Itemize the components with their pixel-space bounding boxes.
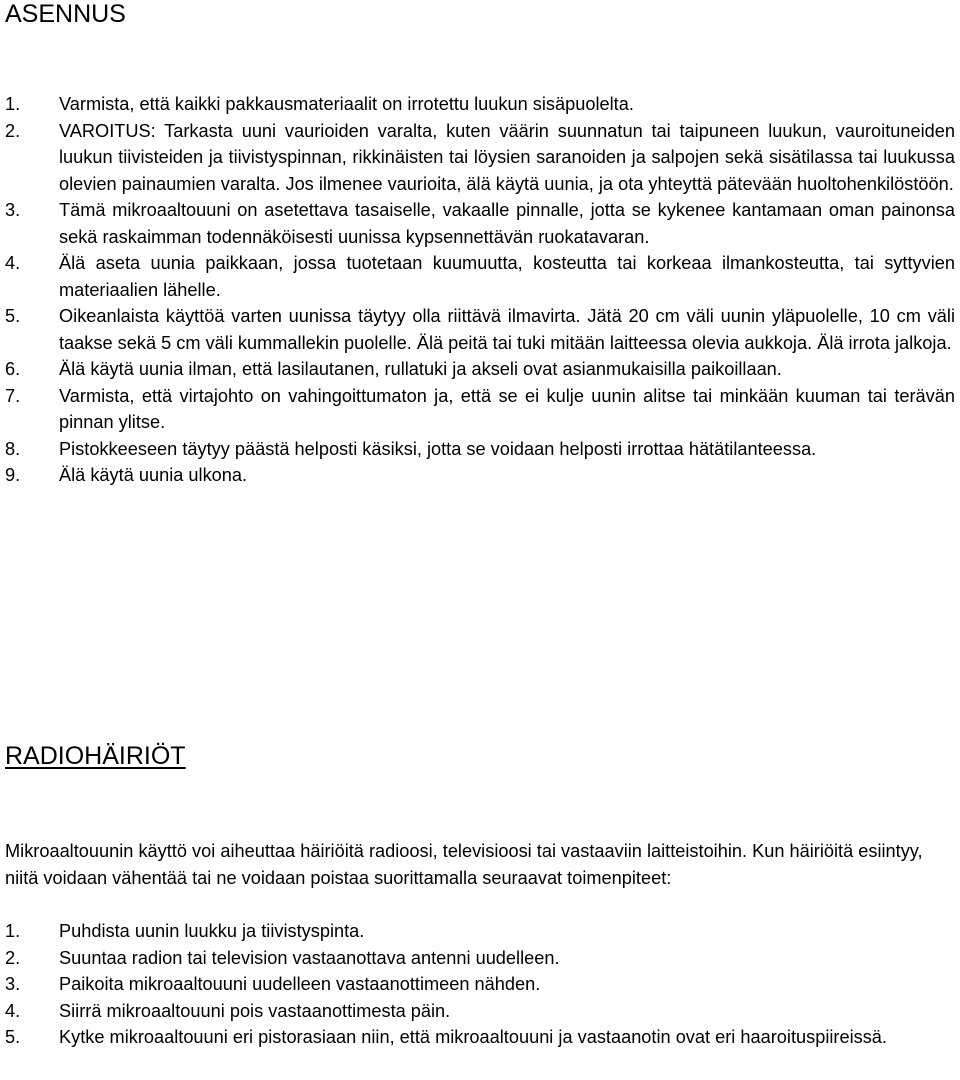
- list-item-number: 6.: [5, 359, 21, 379]
- list-item-text: Oikeanlaista käyttöä varten uunissa täytyy olla riittävä ilmavirta. Jätä 20 cm väli uunin yläpuolelle, 10 cm väli taakse sekä 5 cm väli kummallekin puolelle. Älä peitä tai tuki mitään laitteessa olevia aukkoja. Älä irrota jalkoja.: [59, 306, 955, 353]
- interference-steps-list: [5, 918, 955, 1051]
- list-item: [5, 945, 955, 972]
- list-item-number: 1.: [5, 94, 21, 114]
- list-item-text: Kytke mikroaaltouuni eri pistorasiaan niin, että mikroaaltouuni ja vastaanotin ovat eri haaroituspiireissä.: [59, 1027, 887, 1047]
- section-title-text: RADIOHÄIRIÖT: [5, 742, 186, 770]
- list-item: [5, 118, 955, 198]
- list-item-number: 7.: [5, 385, 21, 406]
- list-item-number: 2.: [5, 120, 21, 141]
- list-item: [5, 436, 955, 463]
- list-item-text: Tämä mikroaaltouuni on asetettava tasaiselle, vakaalle pinnalle, jotta se kykenee kantamaan oman painonsa sekä raskaimman todennäköisesti uunissa kypsennettävän ruokatavaran.: [59, 200, 955, 247]
- list-item-text: Puhdista uunin luukku ja tiivistyspinta.: [59, 921, 365, 941]
- list-item: [5, 462, 955, 489]
- list-item-text: Varmista, että kaikki pakkausmateriaalit on irrotettu luukun sisäpuolelta.: [59, 94, 634, 114]
- list-item: [5, 998, 955, 1025]
- list-item-number: 8.: [5, 438, 21, 459]
- list-item-text: Pistokkeeseen täytyy päästä helposti käsiksi, jotta se voidaan helposti irrottaa hätätilanteessa.: [59, 438, 817, 459]
- list-item: [5, 197, 955, 250]
- installation-list: [5, 91, 955, 489]
- list-item: [5, 91, 955, 118]
- list-item: [5, 356, 955, 383]
- list-item-text: Älä käytä uunia ilman, että lasilautanen, rullatuki ja akseli ovat asianmukaisilla paikoillaan.: [59, 359, 782, 379]
- list-item-text: Paikoita mikroaaltouuni uudelleen vastaanottimeen nähden.: [59, 974, 541, 994]
- list-item: [5, 250, 955, 303]
- list-item: [5, 971, 955, 998]
- list-item-number: 9.: [5, 465, 21, 485]
- list-item-number: 3.: [5, 200, 21, 220]
- list-item-number: 5.: [5, 1027, 21, 1047]
- list-item-text: Älä käytä uunia ulkona.: [59, 465, 248, 485]
- list-item-number: 5.: [5, 306, 21, 326]
- list-item-text: Varmista, että virtajohto on vahingoittumaton ja, että se ei kulje uunin alitse tai minkään kuuman tai terävän pinnan ylitse.: [59, 385, 955, 432]
- section-title-radiohairiot: [5, 742, 186, 771]
- list-item-number: 4.: [5, 1000, 21, 1021]
- list-item-number: 3.: [5, 974, 21, 994]
- list-item-number: 4.: [5, 253, 21, 273]
- list-item-text: Siirrä mikroaaltouuni pois vastaanottimesta päin.: [59, 1000, 451, 1021]
- list-item-text: VAROITUS: Tarkasta uuni vaurioiden varalta, kuten väärin suunnatun tai taipuneen luukun, vauroituneiden luukun tiivisteiden ja tiivistyspinnan, rikkinäisten tai löysien saranoiden ja salpojen sekä sisätilassa tai luukussa olevien painaumien varalta. Jos ilmenee vaurioita, älä käytä uunia, ja ota yhteyttä pätevään huoltohenkilöstöön.: [59, 120, 955, 194]
- section-title-asennus: ASENNUS: [5, 0, 126, 28]
- list-item: [5, 1024, 955, 1051]
- list-item: [5, 918, 955, 945]
- list-item: [5, 303, 955, 356]
- list-item-text: Suuntaa radion tai television vastaanottava antenni uudelleen.: [59, 947, 560, 968]
- list-item-number: 2.: [5, 947, 21, 968]
- list-item-text: Älä aseta uunia paikkaan, jossa tuotetaan kuumuutta, kosteutta tai korkeaa ilmankosteutta, tai syttyvien materiaalien lähelle.: [59, 253, 955, 300]
- list-item: [5, 383, 955, 436]
- list-item-number: 1.: [5, 921, 21, 941]
- radio-interference-intro: Mikroaaltouunin käyttö voi aiheuttaa häiriöitä radioosi, televisioosi tai vastaaviin laitteistoihin. Kun häiriöitä esiintyy, niitä voidaan vähentää tai ne voidaan poistaa suorittamalla seuraavat toimenpiteet:: [5, 841, 923, 888]
